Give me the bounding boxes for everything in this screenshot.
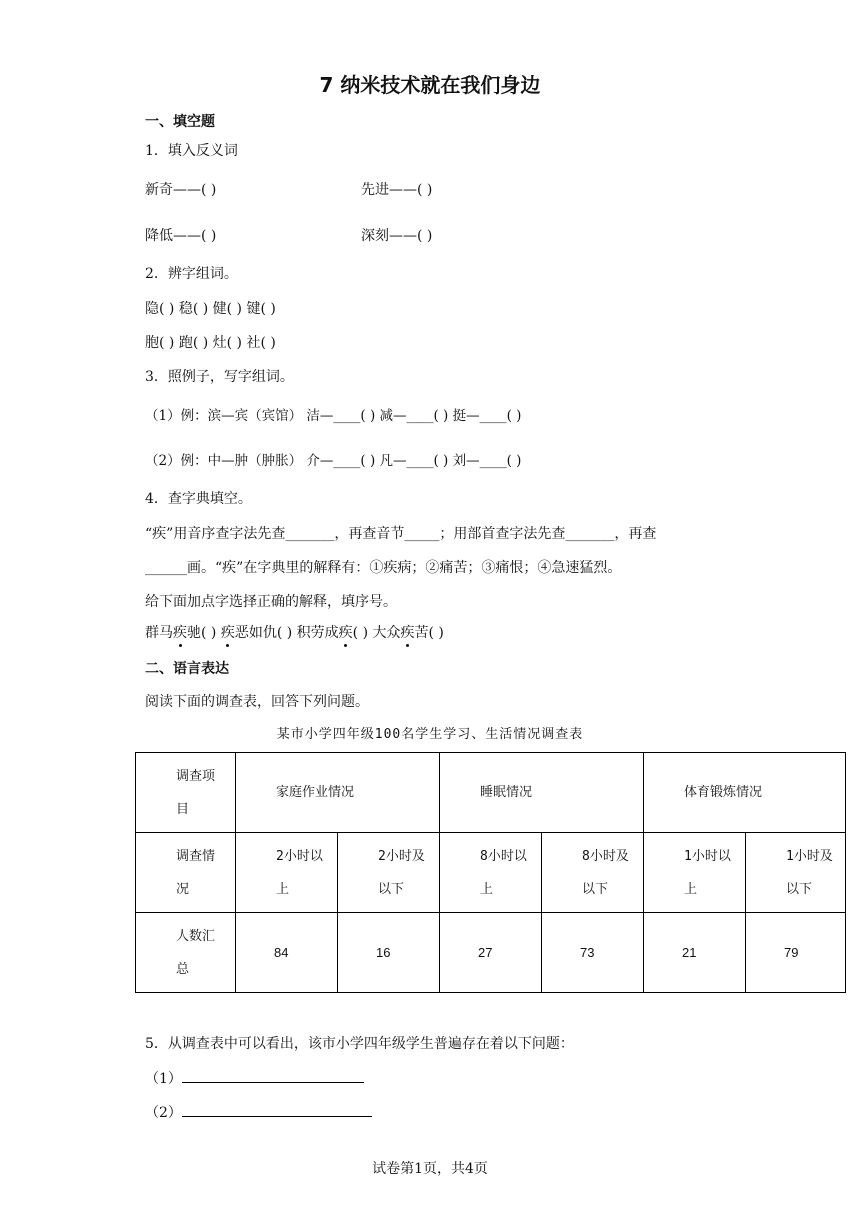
condition-cell: 8小时以上 <box>440 833 542 913</box>
choice-2: 疾恶如仇( ) <box>220 625 293 641</box>
answer-line-1 <box>145 1068 364 1088</box>
condition-cell: 2小时及以下 <box>338 833 440 913</box>
choice-3: 积劳成疾( ) <box>292 625 369 641</box>
question-2-row-1: 隐( ) 稳( ) 健( ) 键( ) <box>145 301 276 317</box>
page-footer: 试卷第1页，共4页 <box>372 1161 488 1177</box>
table-row <box>136 753 846 833</box>
question-5-stem: 5．从调查表中可以看出，该市小学四年级学生普遍存在着以下问题： <box>145 1036 574 1052</box>
question-4-choices <box>145 624 444 642</box>
count-cell: 84 <box>236 913 338 993</box>
section-heading-fill-blanks: 一、填空题 <box>145 114 215 130</box>
question-3-line-2: （2）例：中—肿（肿胀） 介—____( ) 凡—____( ) 刘—____( ) <box>145 453 522 469</box>
dotted-char: 疾 <box>220 625 235 641</box>
dotted-char: 疾 <box>338 625 353 641</box>
section-heading-language-expression: 二、语言表达 <box>145 661 229 677</box>
question-4-line-2: ______画。“疾”在字典里的解释有：①疾病；②痛苦；③痛恨；④急速猛烈。 <box>145 560 622 576</box>
table-caption: 某市小学四年级100名学生学习、生活情况调查表 <box>276 727 584 742</box>
table-row <box>136 833 846 913</box>
antonym-item-1: 新奇——( ) <box>145 182 217 198</box>
category-sleep: 睡眠情况 <box>440 753 644 833</box>
row-label-survey-item: 调查项目 <box>136 753 236 833</box>
table-row <box>136 913 846 993</box>
condition-cell: 1小时以上 <box>644 833 746 913</box>
answer-line-2 <box>145 1102 372 1122</box>
count-cell: 73 <box>542 913 644 993</box>
row-label-survey-condition: 调查情况 <box>136 833 236 913</box>
count-cell: 21 <box>644 913 746 993</box>
category-homework: 家庭作业情况 <box>236 753 440 833</box>
antonym-item-4: 深刻——( ) <box>361 228 433 244</box>
question-3-stem: 3．照例子，写字组词。 <box>145 369 294 385</box>
condition-cell: 1小时及以下 <box>746 833 846 913</box>
choice-4: 大众疾苦( ) <box>368 625 444 641</box>
category-exercise: 体育锻炼情况 <box>644 753 846 833</box>
condition-cell: 2小时以上 <box>236 833 338 913</box>
page-title: 7 纳米技术就在我们身边 <box>319 73 541 97</box>
answer-label-1: （1） <box>145 1071 182 1087</box>
question-4-line-3: 给下面加点字选择正确的解释，填序号。 <box>145 594 397 610</box>
count-cell: 79 <box>746 913 846 993</box>
count-cell: 16 <box>338 913 440 993</box>
antonym-item-2: 先进——( ) <box>361 182 433 198</box>
row-label-count-total: 人数汇总 <box>136 913 236 993</box>
count-cell: 27 <box>440 913 542 993</box>
choice-1: 群马疾驰( ) <box>145 625 217 641</box>
question-2-row-2: 胞( ) 跑( ) 灶( ) 社( ) <box>145 335 276 351</box>
question-1-stem: 1．填入反义词 <box>145 143 238 159</box>
question-4-stem: 4．查字典填空。 <box>145 491 252 507</box>
dotted-char: 疾 <box>173 625 187 641</box>
survey-table <box>135 752 846 993</box>
answer-blank-2[interactable] <box>182 1102 372 1117</box>
antonym-item-3: 降低——( ) <box>145 228 217 244</box>
answer-label-2: （2） <box>145 1105 182 1121</box>
section-2-intro: 阅读下面的调查表，回答下列问题。 <box>145 694 369 710</box>
question-3-line-1: （1）例：滨—宾（宾馆） 洁—____( ) 减—____( ) 挺—____( ) <box>145 408 522 424</box>
dotted-char: 疾 <box>400 625 415 641</box>
question-4-line-1: “疾”用音序查字法先查_______，再查音节_____；用部首查字法先查_______，再查 <box>145 526 657 542</box>
question-2-stem: 2．辨字组词。 <box>145 266 238 282</box>
answer-blank-1[interactable] <box>182 1068 364 1083</box>
condition-cell: 8小时及以下 <box>542 833 644 913</box>
